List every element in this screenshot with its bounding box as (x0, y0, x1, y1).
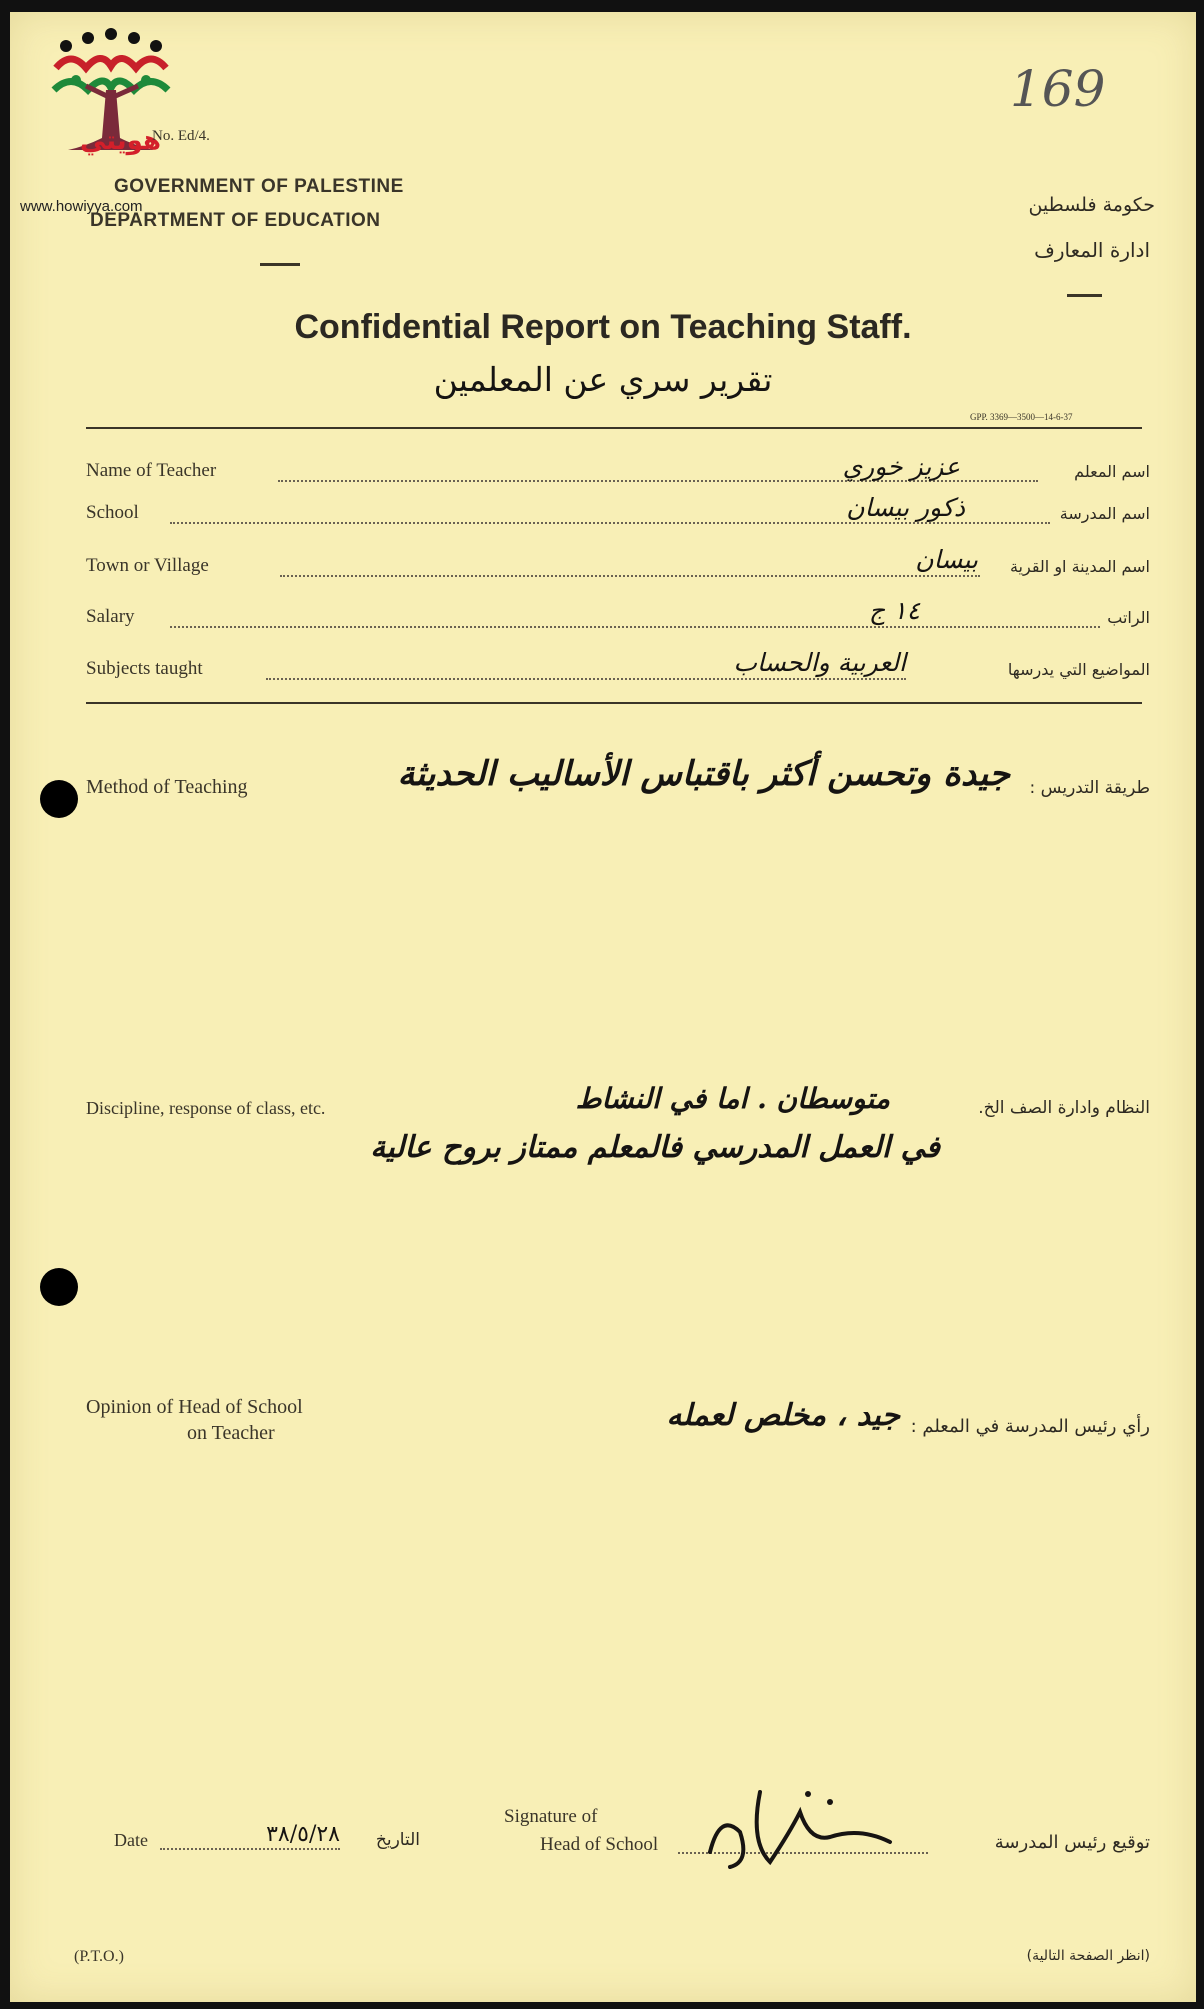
logo-text: هويتي (80, 126, 162, 156)
signature-label-en-line1: Signature of (504, 1806, 598, 1827)
top-rule (86, 427, 1142, 429)
method-value: جيدة وتحسن أكثر باقتباس الأساليب الحديثة (397, 754, 1010, 794)
date-value: ٣٨/٥/٢٨ (266, 1822, 340, 1847)
field-value-name: عزيز خوري (842, 452, 960, 481)
field-label-en-salary: Salary (86, 606, 135, 627)
field-value-subjects: العربية والحساب (733, 648, 906, 677)
field-label-ar-town: اسم المدينة او القرية (1009, 557, 1150, 576)
print-code: GPP. 3369—3500—14-6-37 (970, 412, 1073, 422)
header-ar-divider (1067, 294, 1102, 297)
discipline-value-line1: متوسطان . اما في النشاط (575, 1082, 890, 1115)
header-en-line1: GOVERNMENT OF PALESTINE (114, 176, 404, 197)
howiyya-logo (46, 28, 176, 178)
date-label-ar: التاريخ (375, 1830, 420, 1850)
fields-bottom-rule (86, 702, 1142, 704)
header-ar-line1: حكومة فلسطين (1028, 194, 1155, 216)
field-label-en-school: School (86, 502, 139, 523)
footer-pto-en: (P.T.O.) (74, 1948, 124, 1965)
punch-hole-top (40, 780, 78, 818)
opinion-value: جيد ، مخلص لعمله (666, 1398, 900, 1433)
header-en-line2: DEPARTMENT OF EDUCATION (90, 210, 381, 231)
field-dots-subjects (266, 678, 906, 680)
method-label-en: Method of Teaching (86, 776, 248, 798)
header-en-divider (260, 263, 300, 266)
signature-label-en-line2: Head of School (540, 1834, 659, 1855)
field-label-ar-subjects: المواضيع التي يدرسها (1007, 660, 1150, 679)
opinion-label-ar: رأي رئيس المدرسة في المعلم : (910, 1416, 1150, 1437)
footer-pto-ar: (انظر الصفحة التالية) (1026, 1948, 1150, 1964)
field-label-ar-school: اسم المدرسة (1059, 504, 1150, 523)
field-dots-school (170, 522, 1050, 524)
field-label-en-name: Name of Teacher (86, 460, 217, 481)
date-label-en: Date (114, 1830, 148, 1850)
header-ar-line2: ادارة المعارف (1034, 238, 1150, 262)
discipline-value-line2: في العمل المدرسي فالمعلم ممتاز بروح عالية (370, 1130, 940, 1165)
field-label-ar-salary: الراتب (1107, 608, 1150, 627)
title-ar: تقرير سري عن المعلمين (433, 360, 773, 399)
field-label-en-town: Town or Village (86, 555, 209, 576)
signature-label-ar: توقيع رئيس المدرسة (994, 1832, 1150, 1853)
field-value-salary: ١٤ ج (869, 596, 920, 625)
opinion-label-en-line2: on Teacher (187, 1422, 275, 1444)
field-value-town: بيسان (915, 545, 978, 574)
discipline-label-ar: النظام وادارة الصف الخ. (978, 1098, 1150, 1118)
title-en: Confidential Report on Teaching Staff. (294, 308, 912, 346)
form-number: No. Ed/4. (152, 128, 210, 144)
page-number: 169 (1010, 60, 1106, 118)
field-label-en-subjects: Subjects taught (86, 658, 203, 679)
field-label-ar-name: اسم المعلم (1074, 462, 1150, 481)
report-page (10, 12, 1196, 2002)
signature-scribble (700, 1772, 900, 1872)
field-value-school: ذكور بيسان (846, 493, 965, 522)
logo-url: www.howiyya.com (20, 198, 143, 215)
method-label-ar: طريقة التدريس : (1029, 778, 1150, 798)
opinion-label-en-line1: Opinion of Head of School (86, 1396, 303, 1418)
punch-hole-bottom (40, 1268, 78, 1306)
field-dots-town (280, 575, 980, 577)
date-dots (160, 1848, 340, 1850)
discipline-label-en: Discipline, response of class, etc. (86, 1098, 326, 1118)
